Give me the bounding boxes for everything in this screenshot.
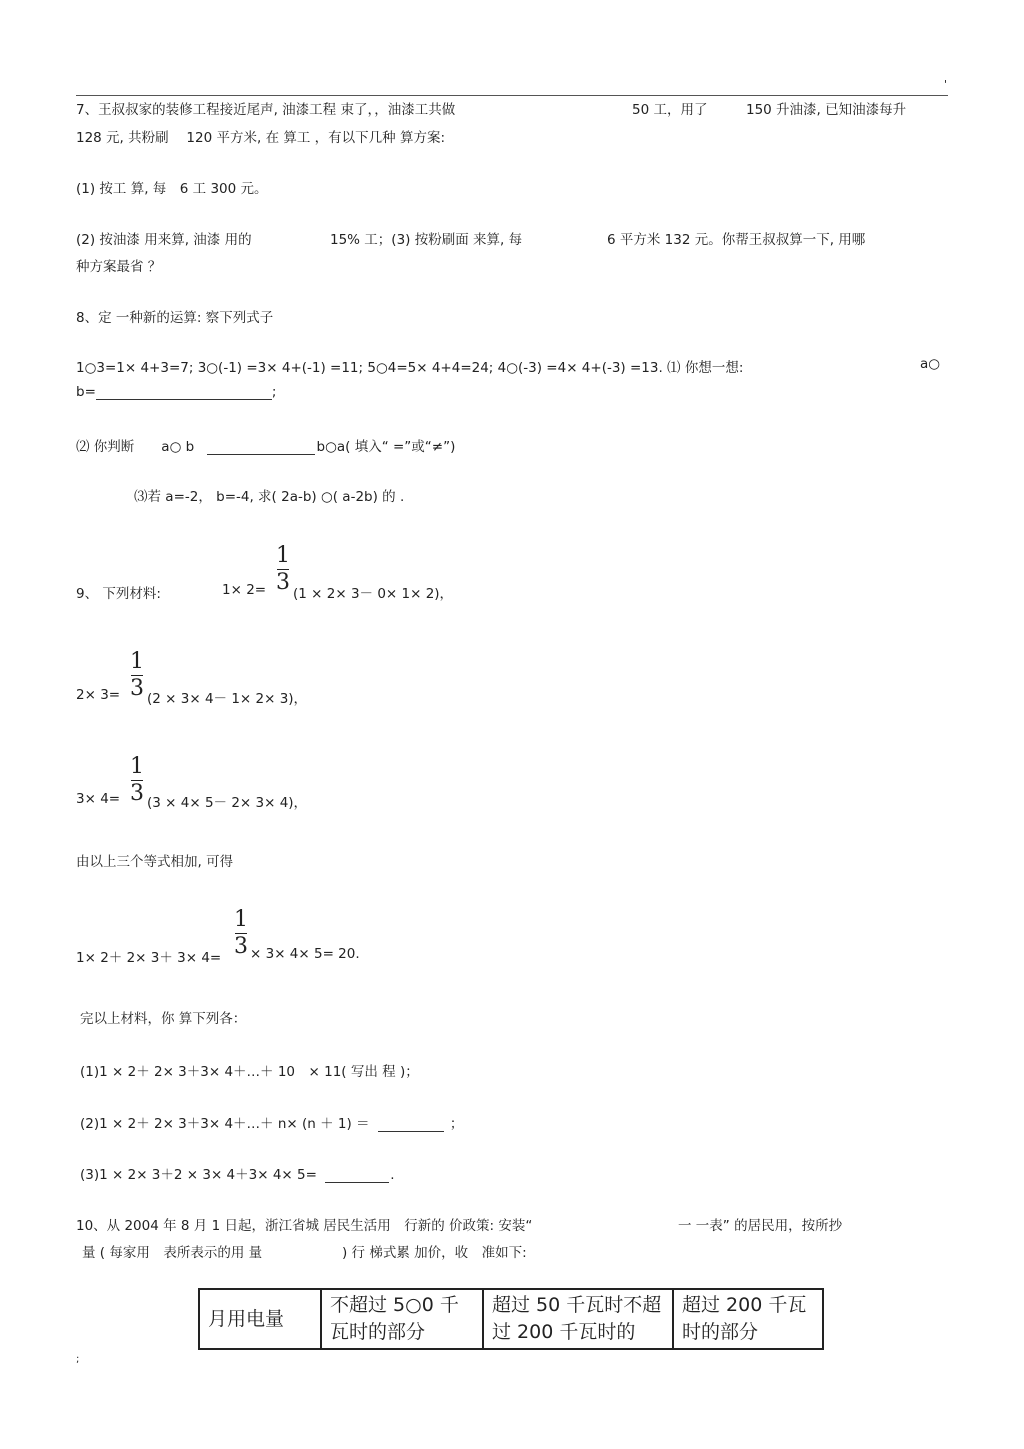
table-row [199, 1289, 823, 1349]
q8-judge-blank[interactable] [207, 440, 315, 455]
q9-sum-intro: 由以上三个等式相加, 可得 [76, 854, 234, 870]
fraction-denominator: 3 [130, 676, 144, 701]
q9-sum-fraction [234, 909, 248, 958]
q9-task1: (1)1 × 2＋ 2× 3＋3× 4＋…＋ 10 × 11( 写出 程 )； [80, 1064, 419, 1080]
q9-task3-end: . [390, 1167, 395, 1183]
fraction-numerator: 1 [234, 907, 248, 932]
q8-title: 8、定 一种新的运算: 察下列式子 [76, 310, 274, 326]
q9-task: 完以上材料，你 算下列各： [80, 1011, 247, 1027]
q9-eq2-left: 2× 3= [76, 687, 121, 703]
q10-line1-text: 10、从 2004 年 8 月 1 日起，浙江省城 居民生活用 行新的 价政策: 安装“ [76, 1218, 533, 1234]
q9-eq3-fraction [130, 756, 144, 805]
q7-line1-text: 7、王叔叔家的装修工程接近尾声, 油漆工程 束了，，油漆工共做 [76, 102, 456, 118]
q8-judge-line [76, 435, 455, 455]
q8-judge-hint: b○a( 填入“ =”或“≠”) [316, 439, 456, 455]
fraction-numerator: 1 [130, 649, 144, 674]
table-header-tier2: 超过 50 千瓦时不超过 200 千瓦时的 [483, 1289, 673, 1349]
q9-eq3-right: (3 × 4× 5－ 2× 3× 4)， [147, 795, 308, 811]
q7-line1-paint: 150 升油漆, 已知油漆每升 [746, 102, 907, 118]
table-header-tier1: 不超过 5○0 千瓦时的部分 [321, 1289, 483, 1349]
electricity-rate-table [198, 1288, 824, 1350]
fraction-denominator: 3 [276, 570, 290, 595]
fraction-denominator: 3 [234, 934, 248, 959]
header-rule [76, 95, 948, 96]
q7-line2: 128 元, 共粉刷 120 平方米, 在 算工 ，有以下几种 算方案: [76, 130, 445, 146]
fraction-numerator: 1 [130, 754, 144, 779]
q7-plan2-question: 种方案最省 ？ [76, 259, 162, 275]
q7-plan2-percent: 15% 工；(3) 按粉刷面 来算, 每 [330, 232, 523, 248]
q8-part3: ⑶若 a=-2， b=-4, 求( 2a-b) ○( a-2b) 的 . [134, 489, 405, 505]
q9-task2-text: (2)1 × 2＋ 2× 3＋3× 4＋…＋ n× (n ＋ 1) ＝ [80, 1116, 370, 1132]
q9-task2-blank[interactable] [378, 1117, 444, 1132]
q10-line1-meter: 一 一表” 的居民用，按所抄 [678, 1218, 843, 1234]
table-header-usage: 月用电量 [199, 1289, 321, 1349]
q7-plan1: (1) 按工 算, 每 6 工 300 元。 [76, 181, 268, 197]
q10-line2-text: 量 ( 每家用 表所表示的用 量 [82, 1245, 263, 1261]
fraction-denominator: 3 [130, 781, 144, 806]
q9-task2-line [80, 1112, 463, 1132]
q7-plan2-text: (2) 按油漆 用来算, 油漆 用的 [76, 232, 252, 248]
q7-plan2-area: 6 平方米 132 元。你帮王叔叔算一下, 用哪 [607, 232, 866, 248]
page-footer-mark: ; [76, 1354, 80, 1365]
q9-eq2-right: (2 × 3× 4－ 1× 2× 3)， [147, 691, 308, 707]
table-header-tier3: 超过 200 千瓦时的部分 [673, 1289, 823, 1349]
q8-judge-text: ⑵ 你判断 a○ b [76, 439, 195, 455]
q7-line1-workdays: 50 工，用了 [632, 102, 708, 118]
q9-eq1-left: 1× 2= [222, 582, 267, 598]
q8-b-eq: b= [76, 384, 96, 400]
q9-eq1-right: (1 × 2× 3－ 0× 1× 2)， [293, 586, 454, 602]
q9-sum-right: × 3× 4× 5= 20. [250, 946, 360, 962]
q9-eq2-fraction [130, 651, 144, 700]
fraction-numerator: 1 [276, 543, 290, 568]
q8-aob: a○ [920, 356, 941, 372]
q8-examples: 1○3=1× 4+3=7; 3○(-1) =3× 4+(-1) =11; 5○4=5× 4+4=24; 4○(-3) =4× 4+(-3) =13. ⑴ 你想一想: [76, 360, 744, 376]
q8-answer-blank[interactable] [96, 385, 272, 400]
page-corner-mark: ' [944, 78, 948, 91]
q9-eq1-fraction [276, 545, 290, 594]
q9-task3-blank[interactable] [325, 1168, 389, 1183]
q10-line2-rates: ) 行 梯式累 加价，收 准如下: [342, 1245, 527, 1261]
q9-task3-line [80, 1163, 395, 1183]
q9-sum-left: 1× 2＋ 2× 3＋ 3× 4= [76, 950, 222, 966]
q8-semicolon: ; [271, 384, 277, 400]
q9-task3-text: (3)1 × 2× 3＋2 × 3× 4＋3× 4× 5= [80, 1167, 317, 1183]
q9-eq3-left: 3× 4= [76, 791, 121, 807]
q9-title: 9、 下列材料: [76, 586, 161, 602]
q9-task2-end: ； [449, 1116, 464, 1132]
q8-answer-line [76, 384, 276, 400]
